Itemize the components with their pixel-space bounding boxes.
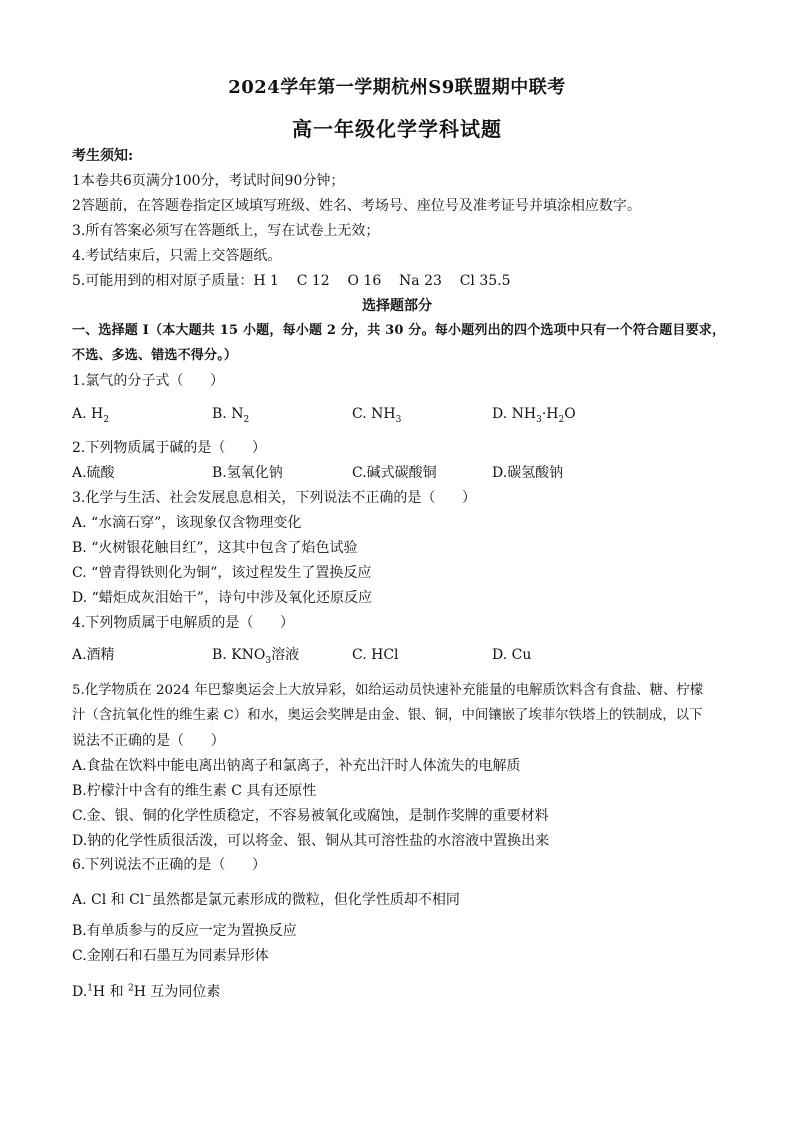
question-6-option-c: C.金刚石和石墨互为同素异形体 <box>72 948 269 964</box>
notice-item: 2答题前，在答题卷指定区域填写班级、姓名、考场号、座位号及准考证号并填涂相应数字。 <box>72 198 641 214</box>
exam-title: 2024学年第一学期杭州S9联盟期中联考 <box>228 77 566 98</box>
question-6-stem: 6.下列说法不正确的是（ ） <box>72 857 267 873</box>
section-title: 选择题部分 <box>362 298 432 314</box>
question-5-stem: 5.化学物质在 2024 年巴黎奥运会上大放异彩，如给运动员快速补充能量的电解质饮料含有食盐、糖、柠檬 <box>72 683 704 698</box>
question-2-option-d: D.碳氢酸钠 <box>492 465 564 481</box>
notice-item-atomic-masses: 5.可能用到的相对原子质量：H 1 C 12 O 16 Na 23 Cl 35.5 <box>72 273 511 289</box>
question-4-option-d: D. Cu <box>492 647 532 663</box>
question-3-stem: 3.化学与生活、社会发展息息相关，下列说法不正确的是（ ） <box>72 490 477 506</box>
question-6-option-a: A. Cl 和 Cl−虽然都是氯元素形成的微粒，但化学性质却不相同 <box>72 891 460 908</box>
notice-item: 3.所有答案必须写在答题纸上，写在试卷上无效； <box>72 223 380 239</box>
question-6-option-d: D.$^1$H 和 $^2$H 互为同位素 <box>72 983 221 1000</box>
section-instruction: 一、选择题 I（本大题共 15 小题，每小题 2 分，共 30 分。每小题列出的四个选项中只有一个符合题目要求， <box>72 323 726 338</box>
section-instruction: 不选、多选、错选不得分。） <box>72 348 238 363</box>
question-5-option-a: A.食盐在饮料中能电离出钠离子和氯离子，补充出汗时人体流失的电解质 <box>72 758 521 774</box>
question-4-option-c: C. HCl <box>352 647 399 663</box>
question-1-option-d: D. $NH_3\cdot H_2O$ <box>492 406 576 425</box>
question-2-option-c: C.碱式碳酸铜 <box>352 465 437 481</box>
question-5-option-d: D.钠的化学性质很活泼，可以将金、银、铜从其可溶性盐的水溶液中置换出来 <box>72 833 550 849</box>
question-2-option-b: B.氢氧化钠 <box>212 465 283 481</box>
question-6-option-b: B.有单质参与的反应一定为置换反应 <box>72 923 297 939</box>
question-4-option-a: A.酒精 <box>72 647 115 663</box>
notice-heading: 考生须知: <box>72 148 134 164</box>
notice-item: 4.考试结束后，只需上交答题纸。 <box>72 248 282 264</box>
question-1-stem: 1.氯气的分子式（ ） <box>72 373 225 389</box>
question-2-option-a: A.硫酸 <box>72 465 115 481</box>
question-5-stem: 汁（含抗氧化性的维生素 C）和水，奥运会奖牌是由金、银、铜，中间镶嵌了埃菲尔铁塔上的铁制成，以下 <box>72 708 703 723</box>
question-1-option-c: C. $NH_3$ <box>352 406 402 425</box>
question-4-option-b: B. $KNO_3$溶液 <box>212 647 300 666</box>
question-1-option-a: A. $H_2$ <box>72 406 109 425</box>
notice-item: 1本卷共6页满分100分，考试时间90分钟； <box>72 173 345 189</box>
question-3-option-b: B. “火树银花触目红”，这其中包含了焰色试验 <box>72 540 358 556</box>
question-4-stem: 4.下列物质属于电解质的是（ ） <box>72 615 295 631</box>
question-2-stem: 2.下列物质属于碱的是（ ） <box>72 440 267 456</box>
question-5-stem: 说法不正确的是（ ） <box>72 733 225 749</box>
question-3-option-a: A. “水滴石穿”，该现象仅含物理变化 <box>72 515 302 531</box>
exam-subtitle: 高一年级化学学科试题 <box>292 117 502 141</box>
question-3-option-c: C. “曾青得铁则化为铜”，该过程发生了置换反应 <box>72 565 372 581</box>
question-3-option-d: D. “蜡炬成灰泪始干”，诗句中涉及氧化还原反应 <box>72 590 372 606</box>
question-5-option-b: B.柠檬汁中含有的维生素 C 具有还原性 <box>72 783 317 799</box>
question-5-option-c: C.金、银、铜的化学性质稳定，不容易被氧化或腐蚀，是制作奖牌的重要材料 <box>72 808 549 824</box>
question-1-option-b: B. $N_2$ <box>212 406 250 425</box>
